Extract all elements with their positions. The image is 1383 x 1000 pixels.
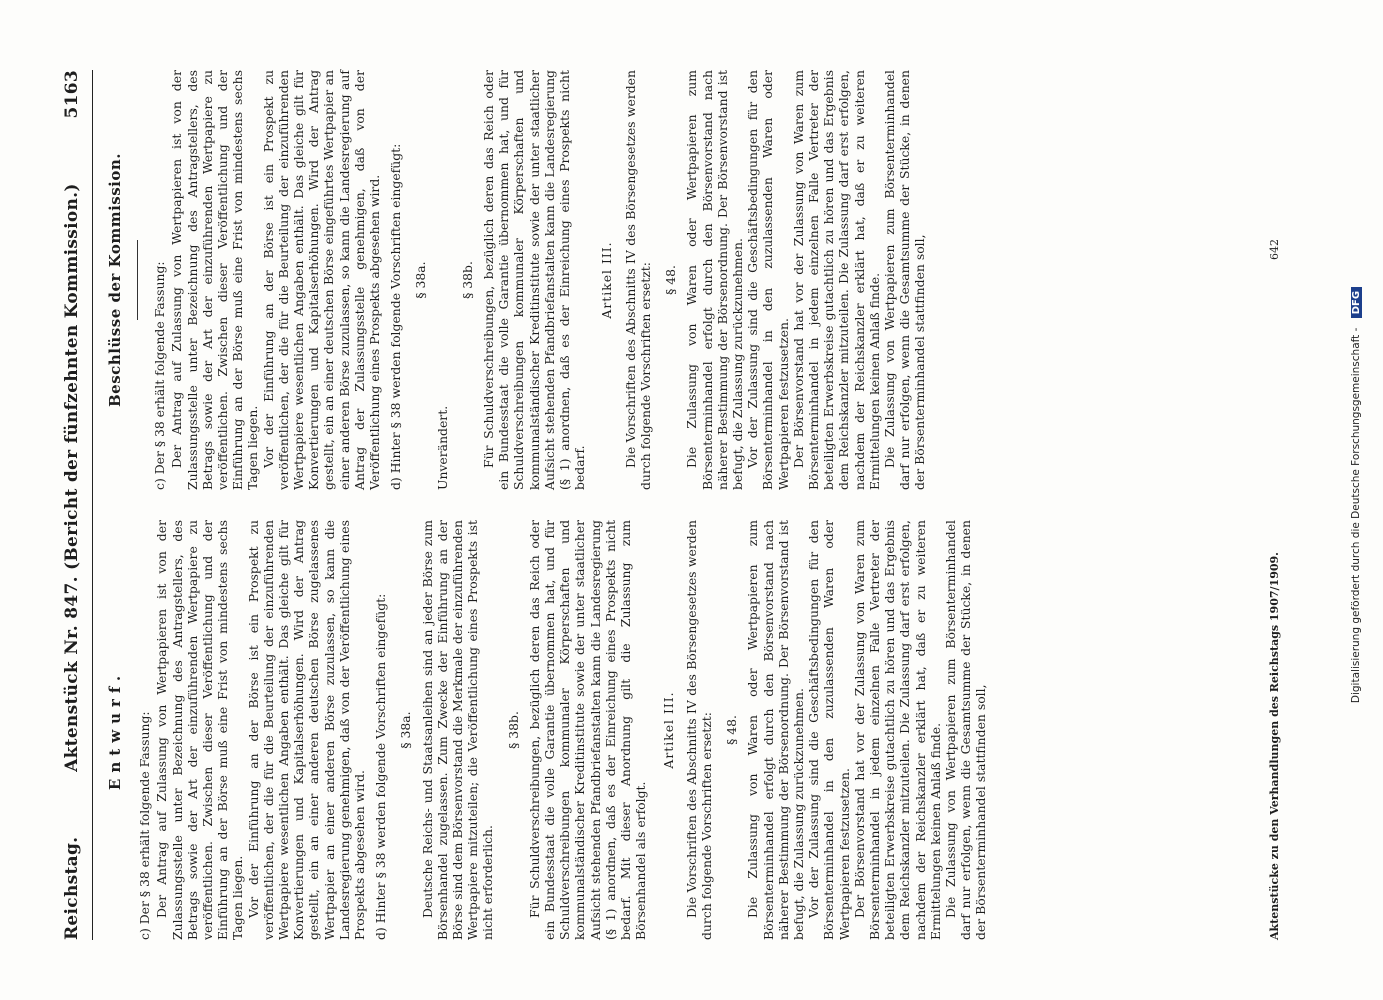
section-heading: § 48.: [724, 715, 740, 745]
unchanged-note: Unverändert.: [434, 405, 450, 490]
paragraph: Für Schuldverschreibungen, bezüglich deren das Reich oder ein Bundesstaat die volle Garantie übernommen hat, und für Schuldverschreibungen kommunaler Körperschaften und kommunalständischer Kreditinstitute sowie der unter staatlicher Aufsicht stehenden Pfandbriefanstalten kann die Landesregierung (§ 1) anordnen, daß es der Einreichung eines Prospekts nicht bedarf. Mit dieser Anordnung gilt die Zulassung zum Börsenhandel als erfolgt.: [526, 520, 649, 940]
left-column-entwurf: [100, 520, 989, 940]
digitization-note: [1350, 30, 1362, 960]
right-column-title: Beschlüsse der Kommission.: [106, 153, 124, 407]
right-column-beschluesse: [100, 70, 928, 490]
paragraph: Die Vorschriften des Abschnitts IV des Börsengesetzes werden durch folgende Vorschriften ersetzt:: [622, 70, 653, 490]
paragraph: Vor der Zulassung sind die Geschäftsbedingungen für den Börsenterminhandel in den zuzulassenden Waren oder Wertpapieren festzusetzen.: [806, 520, 852, 940]
header-middle: Aktenstück Nr. 847. (Bericht der fünfzehnten Kommission.): [62, 183, 82, 772]
paragraph: Der Antrag auf Zulassung von Wertpapieren ist von der Zulassungsstelle unter Bezeichnung des Antragstellers, des Betrags sowie der Art der einzuführenden Wertpapiere zu veröffentlichen. Zwischen dieser Veröffentlichung und der Einführung an der Börse muß eine Frist von mindestens sechs Tagen liegen.: [154, 520, 246, 940]
paragraph: Vor der Zulassung sind die Geschäftsbedingungen für den Börsenterminhandel in den zuzulassenden Waren oder Wertpapieren festzusetzen.: [745, 70, 791, 490]
header-left: Reichstag.: [62, 836, 82, 940]
item-d-label: d) Hinter § 38 werden folgende Vorschriften eingefügt:: [388, 143, 404, 490]
left-column-title: Entwurf.: [106, 669, 124, 791]
section-heading: § 38a.: [413, 261, 429, 299]
section-heading: § 38b.: [459, 261, 475, 299]
paragraph: Vor der Einführung an der Börse ist ein Prospekt zu veröffentlichen, der die für die Beurteilung der einzuführenden Wertpapiere wesentlichen Angaben enthält. Das gleiche gilt für Konvertierungen und Kapitalserhöhungen. Wird der Antrag gestellt, ein an einer deutschen Börse eingeführtes Wertpapier an einer anderen Börse zuzulassen, so kann die Landesregierung auf Antrag der Zulassungsstelle genehmigen, daß von der Veröffentlichung eines Prospekts abgesehen wird.: [260, 70, 383, 490]
page-header: [52, 70, 93, 940]
section-heading: § 38a.: [398, 711, 414, 749]
paragraph: Der Antrag auf Zulassung von Wertpapieren ist von der Zulassungsstelle unter Bezeichnung des Antragstellers, des Betrags sowie der Art der einzuführenden Wertpapiere zu veröffentlichen. Zwischen dieser Veröffentlichung und der Einführung an der Börse muß eine Frist von mindestens sechs Tagen liegen.: [169, 70, 261, 490]
section-heading: § 48.: [663, 265, 679, 295]
footer-source: Aktenstücke zu den Verhandlungen des Reichstags 1907/1909.: [1268, 552, 1281, 940]
title-rule: [137, 240, 138, 320]
paragraph: Vor der Einführung an der Börse ist ein Prospekt zu veröffentlichen, der die für die Beurteilung der einzuführenden Wertpapiere wesentlichen Angaben enthält. Das gleiche gilt für Konvertierungen und Kapitalserhöhungen. Wird der Antrag gestellt, ein an einer anderen deutschen Börse zugelassenes Wertpapier an einer anderen Börse zuzulassen, so kann die Landesregierung genehmigen, daß von der Veröffentlichung eines Prospekts abgesehen wird.: [245, 520, 368, 940]
paragraph: Der Börsenvorstand hat vor der Zulassung von Waren zum Börsenterminhandel in jedem einzelnen Falle Vertreter der beteiligten Erwerbskreise gutachtlich zu hören und das Ergebnis dem Reichskanzler mitzuteilen. Die Zulassung darf erst erfolgen, nachdem der Reichskanzler erklärt hat, daß er zu weiteren Ermittelungen keinen Anlaß finde.: [851, 520, 943, 940]
paragraph: Für Schuldverschreibungen, bezüglich deren das Reich oder ein Bundesstaat die volle Garantie übernommen hat, und für Schuldverschreibungen kommunaler Körperschaften und kommunalständischer Kreditinstitute sowie der unter staatlicher Aufsicht stehenden Pfandbriefanstalten kann die Landesregierung (§ 1) anordnen, daß es der Einreichung eines Prospekts nicht bedarf.: [481, 70, 588, 490]
article-heading: Artikel III.: [599, 241, 615, 319]
item-c-label: c) Der § 38 erhält folgende Fassung:: [152, 261, 168, 490]
paragraph: Deutsche Reichs- und Staatsanleihen sind an jeder Börse zum Börsenhandel zugelassen. Zum Zwecke der Einführung an der Börse sind dem Börsenvorstand die Merkmale der einzuführenden Wertpapiere mitzuteilen; die Veröffentlichung eines Prospekts ist nicht erforderlich.: [419, 520, 496, 940]
paragraph: Die Vorschriften des Abschnitts IV des Börsengesetzes werden durch folgende Vorschriften ersetzt:: [683, 520, 714, 940]
page-number: 5163: [62, 70, 82, 119]
article-heading: Artikel III.: [660, 691, 676, 769]
digitization-text: Digitalisierung gefördert durch die Deutsche Forschungsgemeinschaft -: [1350, 327, 1362, 704]
paragraph: Die Zulassung von Waren oder Wertpapieren zum Börsenterminhandel erfolgt durch den Börsenvorstand nach näherer Bestimmung der Börsenordnung. Der Börsenvorstand ist befugt, die Zulassung zurückzunehmen.: [684, 70, 745, 490]
paragraph: Der Börsenvorstand hat vor der Zulassung von Waren zum Börsenterminhandel in jedem einzelnen Falle Vertreter der beteiligten Erwerbskreise gutachtlich zu hören und das Ergebnis dem Reichskanzler mitzuteilen. Die Zulassung darf erst erfolgen, nachdem der Reichskanzler erklärt hat, daß er zu weiteren Ermittelungen keinen Anlaß finde.: [790, 70, 882, 490]
paragraph: Die Zulassung von Wertpapieren zum Börsenterminhandel darf nur erfolgen, wenn die Gesamtsumme der Stücke, in denen der Börsenterminhandel stattfinden soll,: [881, 70, 928, 490]
paragraph: Die Zulassung von Wertpapieren zum Börsenterminhandel darf nur erfolgen, wenn die Gesamtsumme der Stücke, in denen der Börsenterminhandel stattfinden soll,: [942, 520, 989, 940]
item-c-label: c) Der § 38 erhält folgende Fassung:: [137, 711, 153, 940]
footer-sheet-number: 642: [1268, 239, 1281, 260]
item-d-label: d) Hinter § 38 werden folgende Vorschriften eingefügt:: [373, 593, 389, 940]
paragraph: Die Zulassung von Waren oder Wertpapieren zum Börsenterminhandel erfolgt durch den Börsenvorstand nach näherer Bestimmung der Börsenordnung. Der Börsenvorstand ist befugt, die Zulassung zurückzunehmen.: [745, 520, 806, 940]
dfg-logo: DFG: [1351, 287, 1362, 318]
section-heading: § 38b.: [505, 711, 521, 749]
